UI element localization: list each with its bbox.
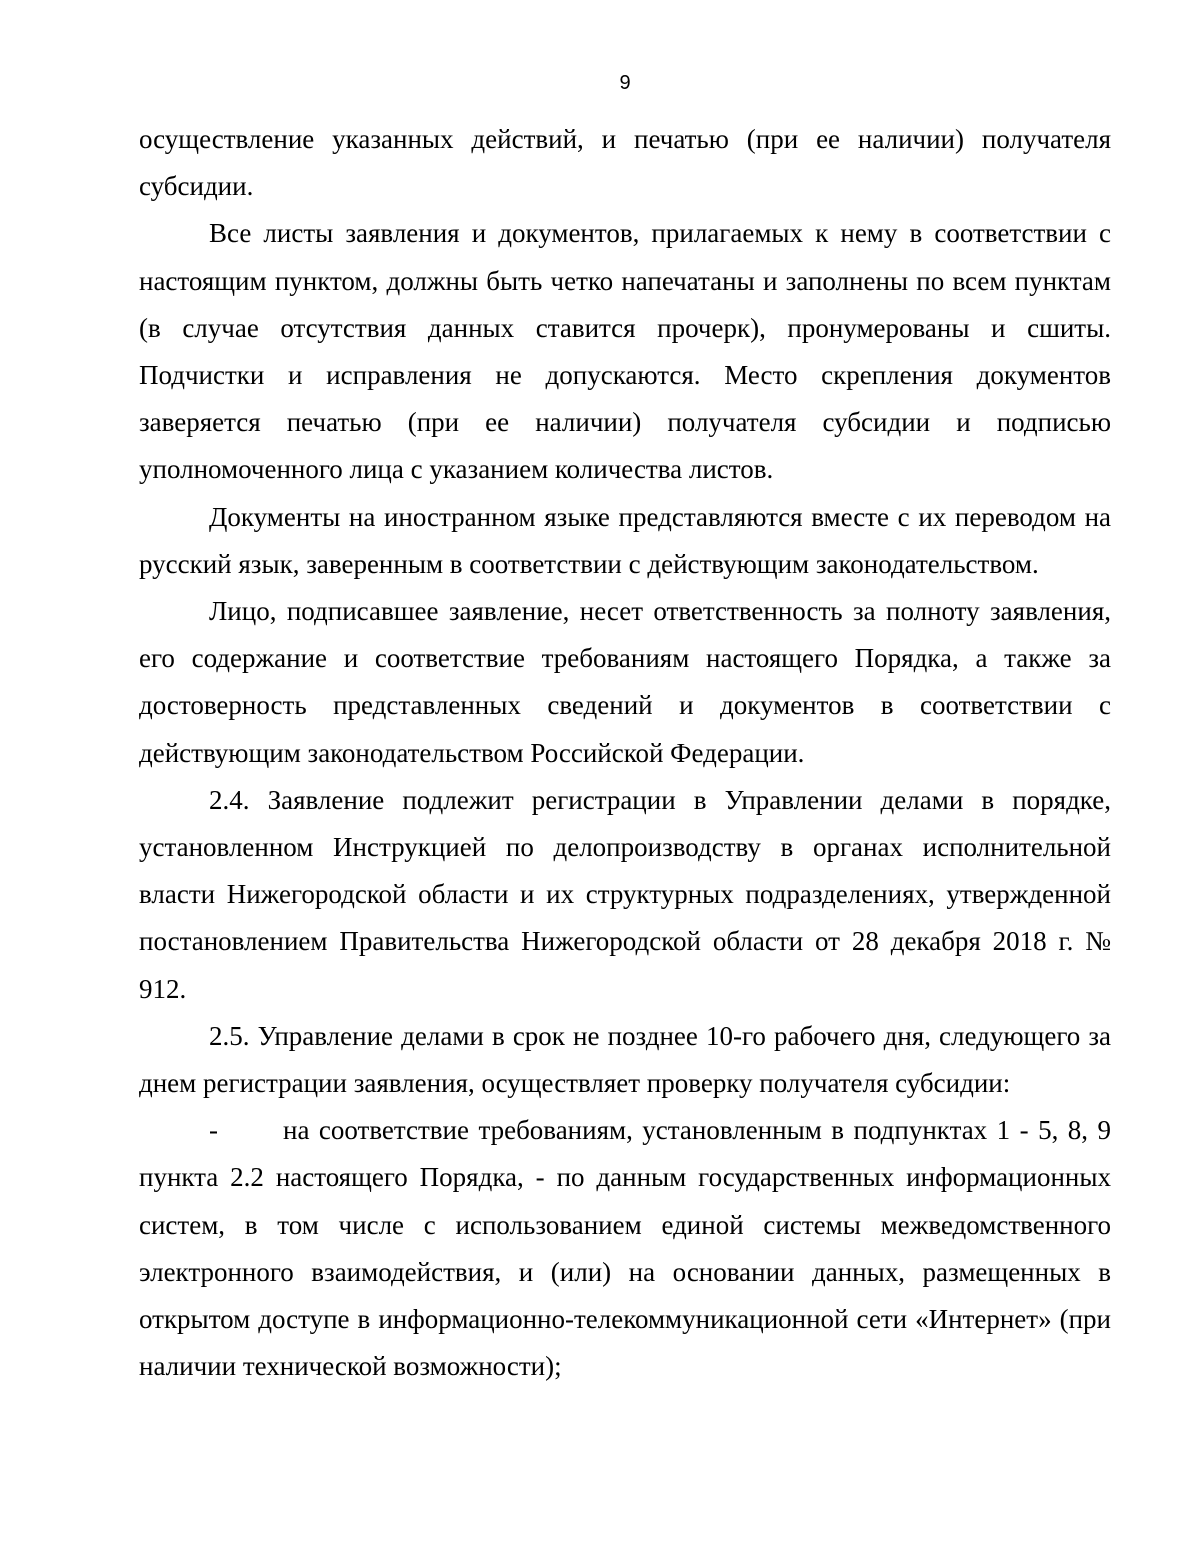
paragraph-2-4-registration: 2.4. Заявление подлежит регистрации в Управлении делами в порядке, установленном Инструкцией по делопроизводству в органах исполнительной власти Нижегородской области и их структурных подразделениях, утвержденной постановлением Правительства Нижегородской области от 28 декабря 2018 г. № 912.	[139, 784, 1111, 1004]
bullet-item-requirements-check	[139, 1107, 1111, 1390]
paragraph-2-5-verification: 2.5. Управление делами в срок не позднее 10-го рабочего дня, следующего за днем регистрации заявления, осуществляет проверку получателя субсидии:	[139, 1020, 1111, 1099]
paragraph-continuation: осуществление указанных действий, и печатью (при ее наличии) получателя субсидии.	[139, 124, 1111, 202]
paragraph-foreign-documents: Документы на иностранном языке представляются вместе с их переводом на русский язык, заверенным в соответствии с действующим законодательством.	[139, 501, 1111, 579]
bullet-text: на соответствие требованиям, установленным в подпунктах 1 - 5, 8, 9 пункта 2.2 настоящего Порядка, - по данным государственных информационных систем, в том числе с использованием единой системы межведомственного электронного взаимодействия, и (или) на основании данных, размещенных в открытом доступе в информационно-телекоммуникационной сети «Интернет» (при наличии технической возможности);	[139, 1115, 1111, 1382]
paragraph-signer-responsibility: Лицо, подписавшее заявление, несет ответственность за полноту заявления, его содержание и соответствие требованиям настоящего Порядка, а также за достоверность представленных сведений и документов в соответствии с действующим законодательством Российской Федерации.	[139, 596, 1111, 768]
page-number: 9	[619, 72, 631, 94]
bullet-dash: -	[209, 1115, 218, 1146]
document-body	[139, 116, 1111, 1390]
paragraph-sheets-requirements: Все листы заявления и документов, прилагаемых к нему в соответствии с настоящим пунктом, должны быть четко напечатаны и заполнены по всем пунктам (в случае отсутствия данных ставится прочерк), пронумерованы и сшиты. Подчистки и исправления не допускаются. Место скрепления документов заверяется печатью (при ее наличии) получателя субсидии и подписью уполномоченного лица с указанием количества листов.	[139, 218, 1111, 485]
